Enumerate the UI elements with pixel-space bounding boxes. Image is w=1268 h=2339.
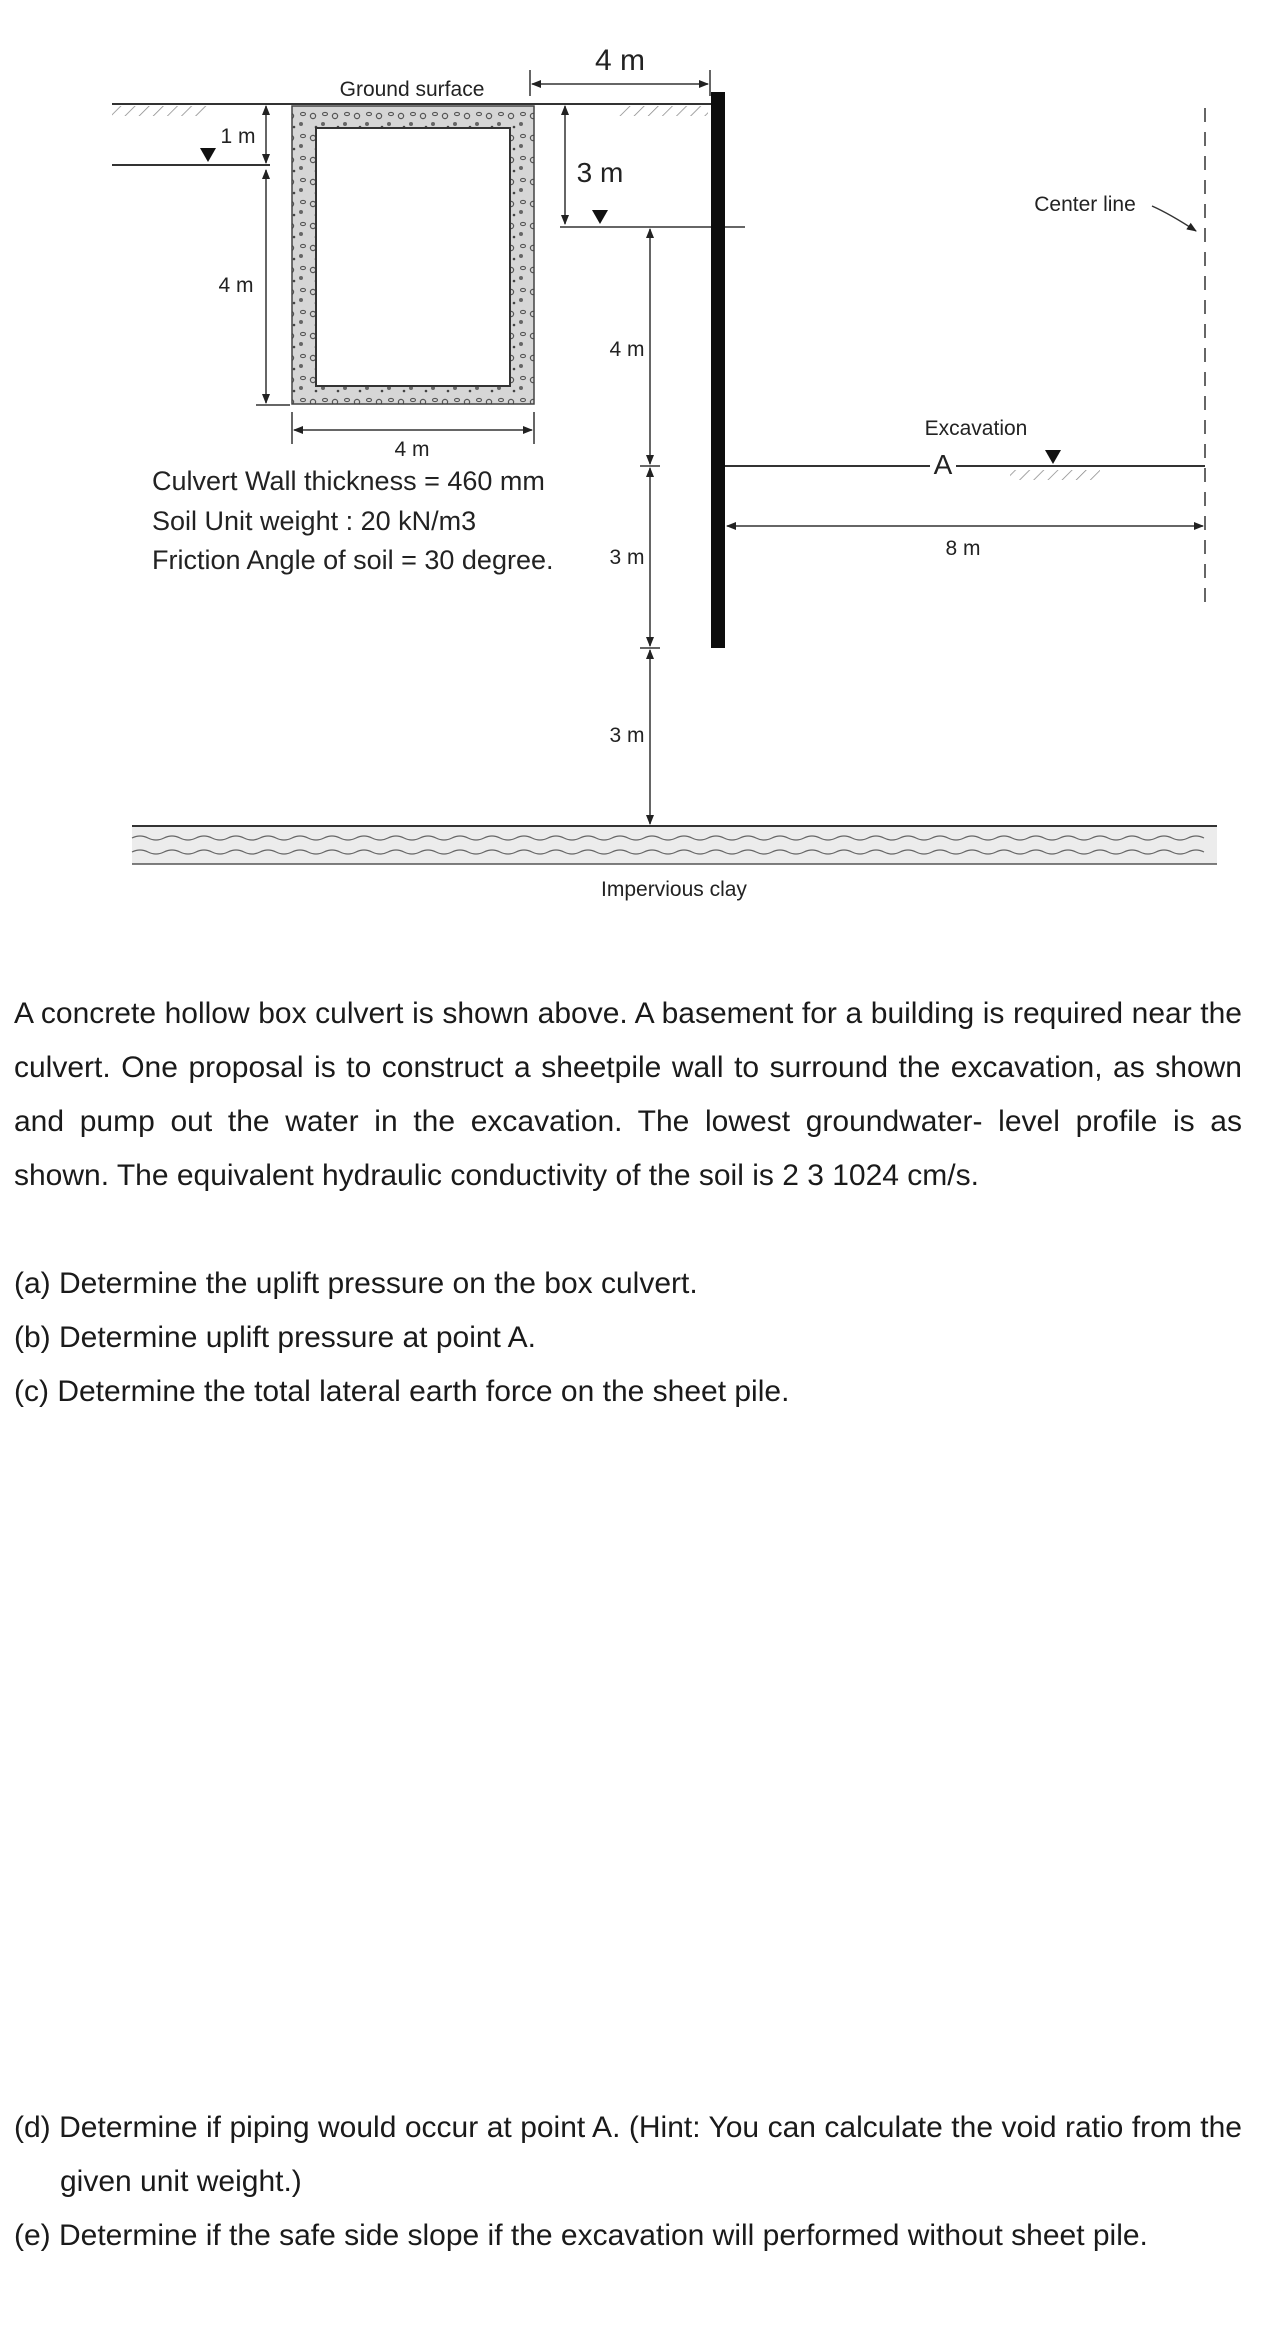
unit-weight-text: Soil Unit weight : 20 kN/m3	[152, 506, 477, 536]
water-table-icon	[592, 210, 608, 224]
impervious-clay-layer	[132, 826, 1217, 864]
one-m-label: 1 m	[220, 125, 256, 148]
sheet-pile	[711, 92, 725, 648]
center-line-label: Center line	[1034, 193, 1136, 216]
problem-parts-de	[14, 2101, 1242, 2263]
culvert-sheetpile-diagram	[0, 0, 1268, 930]
three-m-mid-label: 3 m	[609, 546, 645, 569]
point-a-label: A	[933, 449, 953, 480]
left-water-table-icon	[200, 148, 216, 162]
eight-m-label: 8 m	[945, 537, 981, 560]
part-a: (a) Determine the uplift pressure on the box culvert.	[14, 1267, 698, 1300]
part-e: (e) Determine if the safe side slope if the excavation will performed without sheet pile.	[14, 2219, 1148, 2252]
part-d: (d) Determine if piping would occur at point A. (Hint: You can calculate the void ratio from the given unit weight.)	[14, 2111, 1242, 2198]
problem-parts-abc	[14, 1257, 1242, 1419]
part-c: (c) Determine the total lateral earth force on the sheet pile.	[14, 1375, 790, 1408]
excavation-label: Excavation	[924, 417, 1028, 440]
friction-angle-text: Friction Angle of soil = 30 degree.	[152, 545, 554, 575]
impervious-clay-label: Impervious clay	[601, 878, 747, 901]
culvert-width-label: 4 m	[394, 438, 430, 461]
center-line-arrow	[1152, 206, 1196, 231]
ground-surface-label: Ground surface	[339, 78, 485, 101]
excavation-water-icon	[1045, 450, 1061, 464]
four-m-right-label: 4 m	[609, 338, 645, 361]
part-b: (b) Determine uplift pressure at point A.	[14, 1321, 536, 1354]
problem-intro: A concrete hollow box culvert is shown above. A basement for a building is required near the culvert. One proposal is to construct a sheetpile wall to surround the excavation, as shown and pump out the water in the excavation. The lowest groundwater- level profile is as shown. The equivalent hydraulic conductivity of the soil is 2 3 1024 cm/s.	[14, 997, 1242, 1192]
four-m-left-label: 4 m	[218, 274, 254, 297]
box-culvert	[292, 106, 534, 404]
three-m-bottom-label: 3 m	[609, 724, 645, 747]
wall-thickness-text: Culvert Wall thickness = 460 mm	[152, 466, 545, 496]
top-dimension-label: 4 m	[594, 44, 646, 77]
excavation-level	[725, 466, 1205, 480]
three-m-top-label: 3 m	[576, 157, 624, 188]
